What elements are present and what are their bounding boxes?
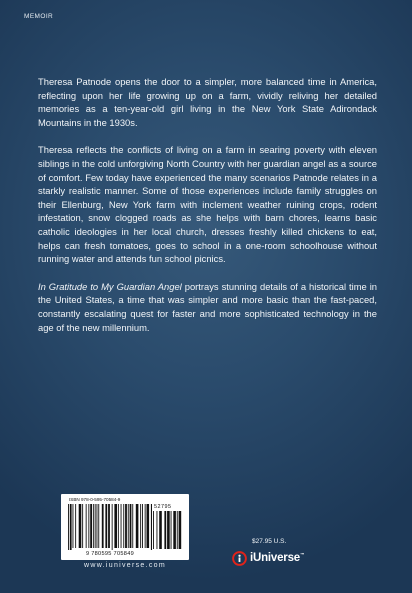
- closing-text: portrays stunning details of a historical time in the United States, a time that was simpler and more basic than the fast-paced, constantly escalating quest for faster and more sophisticated technology in the age of the new millennium.: [38, 280, 377, 333]
- genre-label: MEMOIR: [24, 13, 54, 20]
- book-title: In Gratitude to My Guardian Angel: [38, 280, 182, 292]
- supplement-barcode: [153, 511, 183, 551]
- barcode-label: [61, 494, 189, 560]
- price: $27.95 U.S.: [252, 538, 287, 545]
- blurb-paragraph-1: Theresa Patnode opens the door to a simpler, more balanced time in America, reflecting upon her life growing up on a farm, vividly reliving her detailed memories as a ten-year-old girl living in the New York State Adirondack Mountains in the 1930s.: [38, 76, 377, 128]
- iuniverse-logo-icon: [232, 551, 247, 566]
- publisher-name: iUniverse™: [250, 552, 305, 564]
- publisher-website: www.iuniverse.com: [83, 562, 166, 569]
- publisher-name-text: iUniverse: [250, 552, 300, 564]
- blurb-paragraph-2: Theresa reflects the conflicts of living on a farm in searing poverty with eleven siblings in the cold unforgiving North Country with her guardian angel as a source of comfort. Few today have experienced the many scenarios Patnode relates in a starkly realistic manner. Some of those experiences include family struggles on their Ellenburg, New York farm with inclement weather ruining crops, rodent infestation, snow clogged roads as she helps with barn chores, learns basic catholic ideologies in her local church, dresses freshly killed chickens to eat, helps can fresh tomatoes, goes to school in a one-room schoolhouse without running water and attends fun school picnics.: [38, 144, 377, 265]
- price-supplement-digits: 52795: [154, 504, 172, 510]
- ean-digits: 9 780595 705849: [85, 551, 135, 557]
- ean-barcode: [68, 504, 152, 550]
- isbn-text: ISBN 978-0-595-70584-9: [69, 497, 121, 502]
- publisher-logo: [232, 549, 304, 567]
- blurb-paragraph-3: [38, 280, 377, 334]
- blurb: [38, 75, 377, 348]
